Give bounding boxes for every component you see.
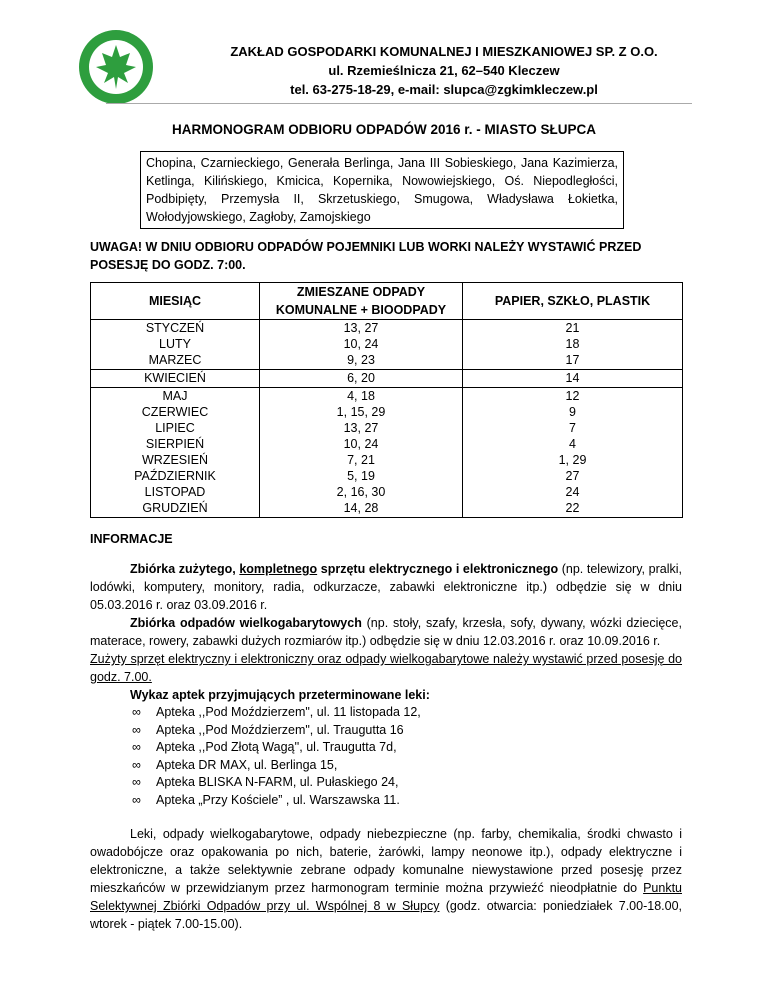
electronics-paragraph [90, 560, 682, 614]
month-cell [91, 320, 260, 370]
mixed-cell [260, 320, 463, 370]
mixed-cell [260, 388, 463, 518]
month: SIERPIEŃ [145, 437, 205, 451]
recyclables-cell [463, 370, 683, 388]
page-title: HARMONOGRAM ODBIORU ODPADÓW 2016 r. - MIASTO SŁUPCA [171, 122, 597, 137]
recyclables-dates: 7 [569, 421, 576, 435]
pharmacy-name: Apteka DR MAX, ul. Berlinga 15, [156, 757, 338, 772]
month: LUTY [159, 337, 191, 351]
recyclables-dates: 22 [565, 501, 580, 515]
table-row [91, 370, 683, 388]
recyclables-dates: 21 [565, 321, 580, 335]
month-cell [91, 388, 260, 518]
recyclables-dates: 24 [565, 485, 580, 499]
infinity-bullet-icon: ∞ [132, 740, 141, 754]
electronics-type: sprzętu elektrycznego i elektronicznego [320, 562, 559, 576]
mixed-dates: 5, 19 [347, 469, 375, 483]
month: LIPIEC [155, 421, 195, 435]
list-item [132, 704, 682, 722]
month-cell [91, 370, 260, 388]
month: CZERWIEC [141, 405, 209, 419]
recyclables-dates: 4 [569, 437, 576, 451]
infinity-bullet-icon: ∞ [132, 775, 141, 789]
placement-note: Zużyty sprzęt elektryczny i elektroniczny oraz odpady wielkogabarytowe należy wystawić przed posesję do godz. 7.00. [90, 652, 682, 684]
drop-off-paragraph [90, 825, 682, 933]
mixed-cell [260, 370, 463, 388]
mixed-dates: 13, 27 [343, 321, 379, 335]
collection-point: Punktu Selektywnej Zbiórki Odpadów przy ul. Wspólnej 8 w Słupcy [90, 881, 682, 913]
mixed-dates: 10, 24 [343, 437, 379, 451]
company-address: ul. Rzemieślnicza 21, 62–540 Kleczew [328, 63, 560, 78]
mixed-dates: 7, 21 [347, 453, 375, 467]
pharmacy-heading: Wykaz aptek przyjmujących przeterminowane leki: [130, 688, 430, 702]
table-row [91, 388, 683, 518]
mixed-dates: 13, 27 [343, 421, 379, 435]
info-heading: INFORMACJE [90, 532, 173, 546]
info-section [90, 560, 682, 933]
infinity-bullet-icon: ∞ [132, 722, 141, 737]
month: GRUDZIEŃ [142, 501, 208, 515]
mixed-dates: 6, 20 [347, 371, 375, 385]
opening-hours: (godz. otwarcia: poniedziałek 7.00-18.00, wtorek - piątek 7.00-15.00). [90, 899, 682, 931]
header-mixed: ZMIESZANE ODPADY KOMUNALNE + BIOODPADY [260, 283, 463, 320]
company-contact: tel. 63-275-18-29, e-mail: slupca@zgkimkleczew.pl [290, 82, 598, 97]
header-month: MIESIĄC [91, 283, 260, 320]
recyclables-dates: 1, 29 [558, 453, 587, 467]
month: MARZEC [148, 353, 202, 367]
recyclables-dates: 14 [565, 371, 580, 385]
mixed-dates: 10, 24 [343, 337, 379, 351]
streets-box: Chopina, Czarnieckiego, Generała Berlinga, Jana III Sobieskiego, Jana Kazimierza, Ketlinga, Kilińskiego, Kmicica, Kopernika, Nowowiejskiego, Oś. Niepodległości, Podbipięty, Przemysła II, Skrzetuskiego, Smugowa, Władysława Łokietka, Wołodyjowskiego, Zagłoby, Zamojskiego [140, 151, 624, 229]
recyclables-cell [463, 388, 683, 518]
mixed-dates: 9, 23 [347, 353, 375, 367]
infinity-bullet-icon: ∞ [132, 757, 141, 772]
list-item [132, 722, 682, 740]
bulky-lead: Zbiórka odpadów wielkogabarytowych [130, 616, 362, 630]
recyclables-dates: 18 [565, 337, 580, 351]
mixed-dates: 2, 16, 30 [336, 485, 386, 499]
infinity-bullet-icon: ∞ [132, 792, 141, 807]
header-divider [106, 103, 692, 104]
bulky-paragraph [90, 614, 682, 650]
drop-off-text: Leki, odpady wielkogabarytowe, odpady niebezpieczne (np. farby, chemikalia, środki chwasto i owadobójcze oraz opakowania po nich, baterie, żarówki, lampy neonowe itp.), odpady elektryczne i elektroniczne, a także selektywnie zebrane odpady komunalne niewystawione przed posesję przez mieszkańców w przewidzianym przez harmonogram terminie można przywieźć nieodpłatnie do [90, 827, 682, 895]
company-header [160, 42, 728, 99]
mixed-dates: 4, 18 [347, 389, 375, 403]
electronics-lead: Zbiórka zużytego, [130, 562, 236, 576]
list-item [132, 739, 682, 757]
infinity-bullet-icon: ∞ [132, 705, 141, 719]
pharmacy-list [90, 704, 682, 809]
month: KWIECIEŃ [144, 371, 206, 385]
month: PAŹDZIERNIK [134, 469, 216, 483]
pharmacy-name: Apteka ,,Pod Moździerzem", ul. Traugutta 16 [156, 722, 404, 737]
list-item [132, 792, 682, 810]
month: WRZESIEŃ [142, 453, 208, 467]
recyclables-dates: 17 [565, 353, 580, 367]
table-row [91, 320, 683, 370]
recyclables-dates: 27 [565, 469, 580, 483]
electronics-details: (np. telewizory, pralki, lodówki, komputery, monitory, radia, odkurzacze, zabawki elektroniczne itp.) odbędzie się w dniu 05.03.2016 r. oraz 03.09.2016 r. [90, 562, 682, 612]
header-recyclables: PAPIER, SZKŁO, PLASTIK [463, 283, 683, 320]
pharmacy-name: Apteka ,,Pod Złotą Wagą'', ul. Traugutta 7d, [156, 740, 397, 754]
company-name: ZAKŁAD GOSPODARKI KOMUNALNEJ I MIESZKANIOWEJ SP. Z O.O. [230, 44, 658, 59]
list-item [132, 757, 682, 775]
pharmacy-name: Apteka „Przy Kościele” , ul. Warszawska 11. [156, 792, 400, 807]
electronics-complete: kompletnego [239, 562, 318, 576]
list-item [132, 774, 682, 792]
recyclables-dates: 9 [569, 405, 576, 419]
schedule-table [90, 282, 683, 518]
mixed-dates: 14, 28 [343, 501, 379, 515]
warning-text: UWAGA! W DNIU ODBIORU ODPADÓW POJEMNIKI LUB WORKI NALEŻY WYSTAWIĆ PRZED POSESJĘ DO GODZ. 7:00. [90, 240, 642, 272]
month: LISTOPAD [144, 485, 206, 499]
recyclables-cell [463, 320, 683, 370]
company-logo [76, 27, 156, 107]
pharmacy-name: Apteka BLISKA N-FARM, ul. Pułaskiego 24, [156, 775, 399, 789]
mixed-dates: 1, 15, 29 [336, 405, 386, 419]
month: STYCZEŃ [145, 321, 205, 335]
pharmacy-name: Apteka ,,Pod Moździerzem", ul. 11 listopada 12, [156, 705, 421, 719]
table-header-row [91, 283, 683, 320]
bulky-details: (np. stoły, szafy, krzesła, sofy, dywany, wózki dziecięce, materace, rowery, zabawki dużych rozmiarów itp.) odbędzie się w dniu 12.03.2016 r. oraz 10.09.2016 r. [90, 616, 682, 648]
month: MAJ [162, 389, 188, 403]
recyclables-dates: 12 [565, 389, 580, 403]
